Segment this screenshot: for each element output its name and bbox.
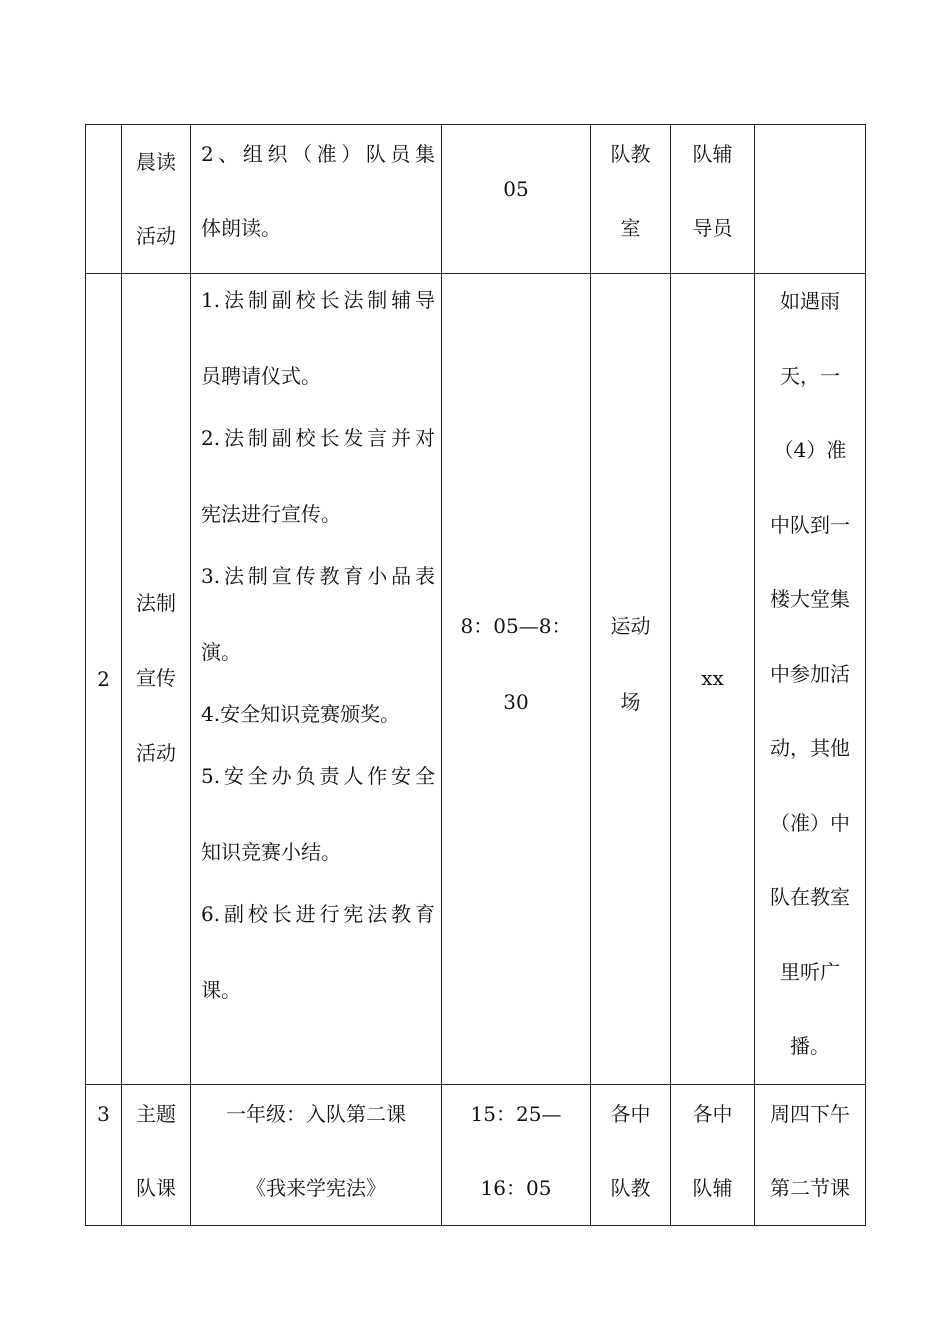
activity-name-line: 晨读 xyxy=(136,150,176,174)
activity-content-cell xyxy=(191,1084,442,1225)
note-line: 里听广 xyxy=(780,959,840,984)
row-number-cell xyxy=(86,125,122,274)
person-line: 队辅 xyxy=(692,142,733,166)
activity-name-cell xyxy=(122,1084,191,1225)
person-line: 队辅 xyxy=(692,1175,733,1200)
person-cell xyxy=(671,1084,755,1225)
person-cell xyxy=(671,125,755,274)
activity-name-cell xyxy=(122,274,191,1085)
time-line: 30 xyxy=(503,689,529,714)
content-line: 3.法制宣传教育小品表 xyxy=(201,564,435,588)
table-row xyxy=(86,274,866,1085)
time-cell xyxy=(442,1084,591,1225)
place-line: 场 xyxy=(620,689,641,714)
row-number-cell xyxy=(86,1084,122,1225)
row-number: 2 xyxy=(97,666,110,691)
note-line: 第二节课 xyxy=(770,1175,850,1200)
activity-name-line: 活动 xyxy=(136,741,176,766)
note-cell xyxy=(755,274,866,1085)
content-line: 《我来学宪法》 xyxy=(246,1175,386,1200)
content-line: 课。 xyxy=(201,978,241,1002)
content-line: 员聘请仪式。 xyxy=(201,364,321,388)
note-line: 周四下午 xyxy=(770,1101,850,1126)
content-line: 演。 xyxy=(201,640,241,664)
place-line: 运动 xyxy=(610,613,651,638)
note-line: 如遇雨 xyxy=(780,289,840,313)
activity-content-cell xyxy=(191,274,442,1085)
note-line: 动，其他 xyxy=(770,736,850,760)
note-line: 队在教室 xyxy=(770,885,850,909)
content-line: 2.法制副校长发言并对 xyxy=(201,426,435,450)
note-line: 中参加活 xyxy=(770,661,850,686)
place-cell xyxy=(591,274,671,1085)
content-line: 体朗读。 xyxy=(201,216,281,240)
time-cell xyxy=(442,125,591,274)
activity-name-line: 主题 xyxy=(136,1101,176,1126)
note-line: 天，一 xyxy=(780,363,840,388)
activity-name-line: 宣传 xyxy=(136,666,176,691)
content-line: 宪法进行宣传。 xyxy=(201,502,341,526)
activity-name-cell xyxy=(122,125,191,274)
content-line: 1.法制副校长法制辅导 xyxy=(201,288,435,312)
person-text: xx xyxy=(701,665,724,690)
activity-name-line: 法制 xyxy=(136,591,176,616)
time-cell xyxy=(442,274,591,1085)
place-line: 队教 xyxy=(610,1175,651,1200)
content-line: 知识竞赛小结。 xyxy=(201,840,341,864)
note-line: 播。 xyxy=(790,1034,830,1058)
time-line: 8：05—8： xyxy=(460,613,572,638)
activity-name-line: 活动 xyxy=(136,224,176,248)
time-line: 15：25— xyxy=(470,1101,562,1126)
place-line: 各中 xyxy=(610,1101,651,1126)
note-line: 楼大堂集 xyxy=(770,587,850,611)
content-line: 5.安全办负责人作安全 xyxy=(201,764,435,788)
place-line: 队教 xyxy=(610,142,651,166)
activity-content-cell xyxy=(191,125,442,274)
place-cell xyxy=(591,125,671,274)
place-line: 室 xyxy=(620,216,641,240)
table-row xyxy=(86,125,866,274)
person-cell xyxy=(671,274,755,1085)
note-line: 中队到一 xyxy=(770,512,850,537)
time-line: 16：05 xyxy=(480,1175,552,1200)
person-line: 各中 xyxy=(692,1101,733,1126)
person-line: 导员 xyxy=(692,216,733,240)
content-line: 6.副校长进行宪法教育 xyxy=(201,902,435,926)
activity-name-line: 队课 xyxy=(136,1175,176,1200)
note-line: （4）准 xyxy=(773,438,847,462)
note-cell xyxy=(755,1084,866,1225)
content-line: 2、组织（准）队员集 xyxy=(201,142,435,166)
row-number-cell xyxy=(86,274,122,1085)
note-line: （准）中 xyxy=(770,810,850,835)
table-row xyxy=(86,1084,866,1225)
place-cell xyxy=(591,1084,671,1225)
note-cell xyxy=(755,125,866,274)
row-number: 3 xyxy=(97,1101,110,1126)
schedule-table xyxy=(85,124,866,1226)
content-line: 4.安全知识竞赛颁奖。 xyxy=(201,702,401,726)
content-line: 一年级：入队第二课 xyxy=(226,1101,406,1126)
time-text: 05 xyxy=(503,177,529,201)
